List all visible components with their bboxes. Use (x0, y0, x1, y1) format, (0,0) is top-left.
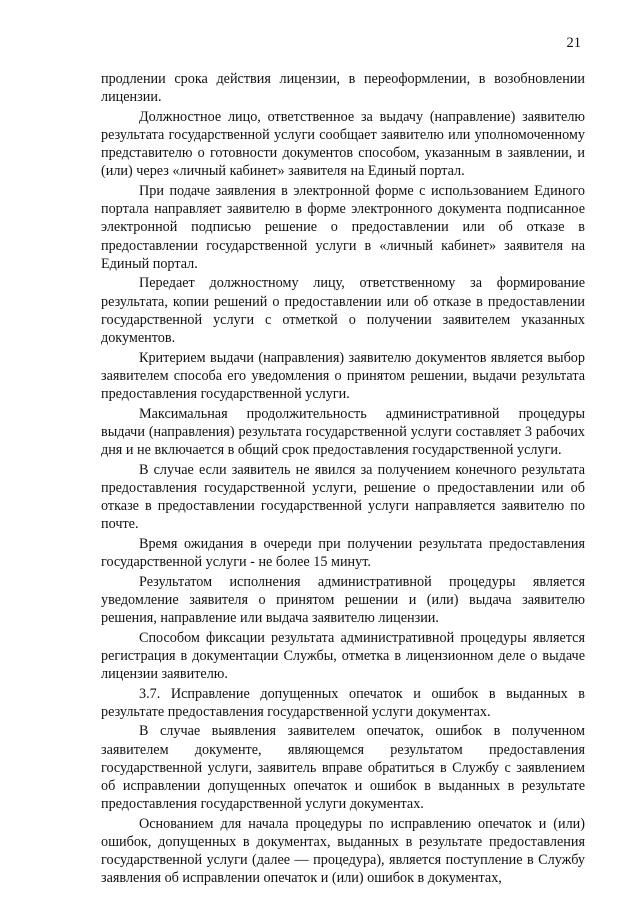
paragraph: В случае если заявитель не явился за получением конечного результата предоставления государственной услуги, решение о предоставлении или об отказе в предоставлении государственной услуги направляется заявителю по почте. (101, 461, 585, 533)
paragraph: Передает должностному лицу, ответственному за формирование результата, копии решений о предоставлении или об отказе в предоставлении государственной услуги с отметкой о получении заявителем указанных документов. (101, 275, 585, 347)
paragraph: Результатом исполнения административной процедуры является уведомление заявителя о принятом решении и (или) выдача заявителю решения, направление или выдача заявителю лицензии. (101, 573, 585, 627)
paragraph: Критерием выдачи (направления) заявителю документов является выбор заявителем способа его уведомления о принятом решении, выдачи результата предоставления государственной услуги. (101, 349, 585, 403)
paragraph: Должностное лицо, ответственное за выдачу (направление) заявителю результата государственной услуги сообщает заявителю или уполномоченному представителю о готовности документов способом, указанным в заявлении, и (или) через «личный кабинет» заявителя на Единый портал. (101, 108, 585, 180)
paragraph: Основанием для начала процедуры по исправлению опечаток и (или) ошибок, допущенных в документах, выданных в результате предоставления государственной услуги (далее — процедура), является поступление в Службу заявления об исправлении опечаток и (или) ошибок в документах, (101, 815, 585, 887)
paragraph: продлении срока действия лицензии, в переоформлении, в возобновлении лицензии. (101, 71, 585, 106)
paragraph: При подаче заявления в электронной форме с использованием Единого портала направляет заявителю в форме электронного документа подписанное электронной подписью решение о предоставлении или об отказе в предоставлении государственной услуги в «личный кабинет» заявителя на Единый портал. (101, 183, 585, 272)
paragraph: Способом фиксации результата административной процедуры является регистрация в документации Службы, отметка в лицензионном деле о выдаче лицензии заявителю. (101, 629, 585, 683)
document-body (101, 70, 585, 889)
section-heading-3-7: 3.7. Исправление допущенных опечаток и ошибок в выданных в результате предоставления государственной услуги документах. (101, 685, 585, 720)
page-number: 21 (566, 35, 581, 51)
paragraph: Время ожидания в очереди при получении результата предоставления государственной услуги - не более 15 минут. (101, 535, 585, 571)
paragraph: В случае выявления заявителем опечаток, ошибок в полученном заявителем документе, являющемся результатом предоставления государственной услуги, заявитель вправе обратиться в Службу с заявлением об исправлении допущенных опечаток и ошибок в выданных в результате предоставления государственной услуги документах. (101, 723, 585, 813)
paragraph: Максимальная продолжительность административной процедуры выдачи (направления) результата государственной услуги составляет 3 рабочих дня и не включается в общий срок предоставления государственной услуги. (101, 405, 585, 459)
